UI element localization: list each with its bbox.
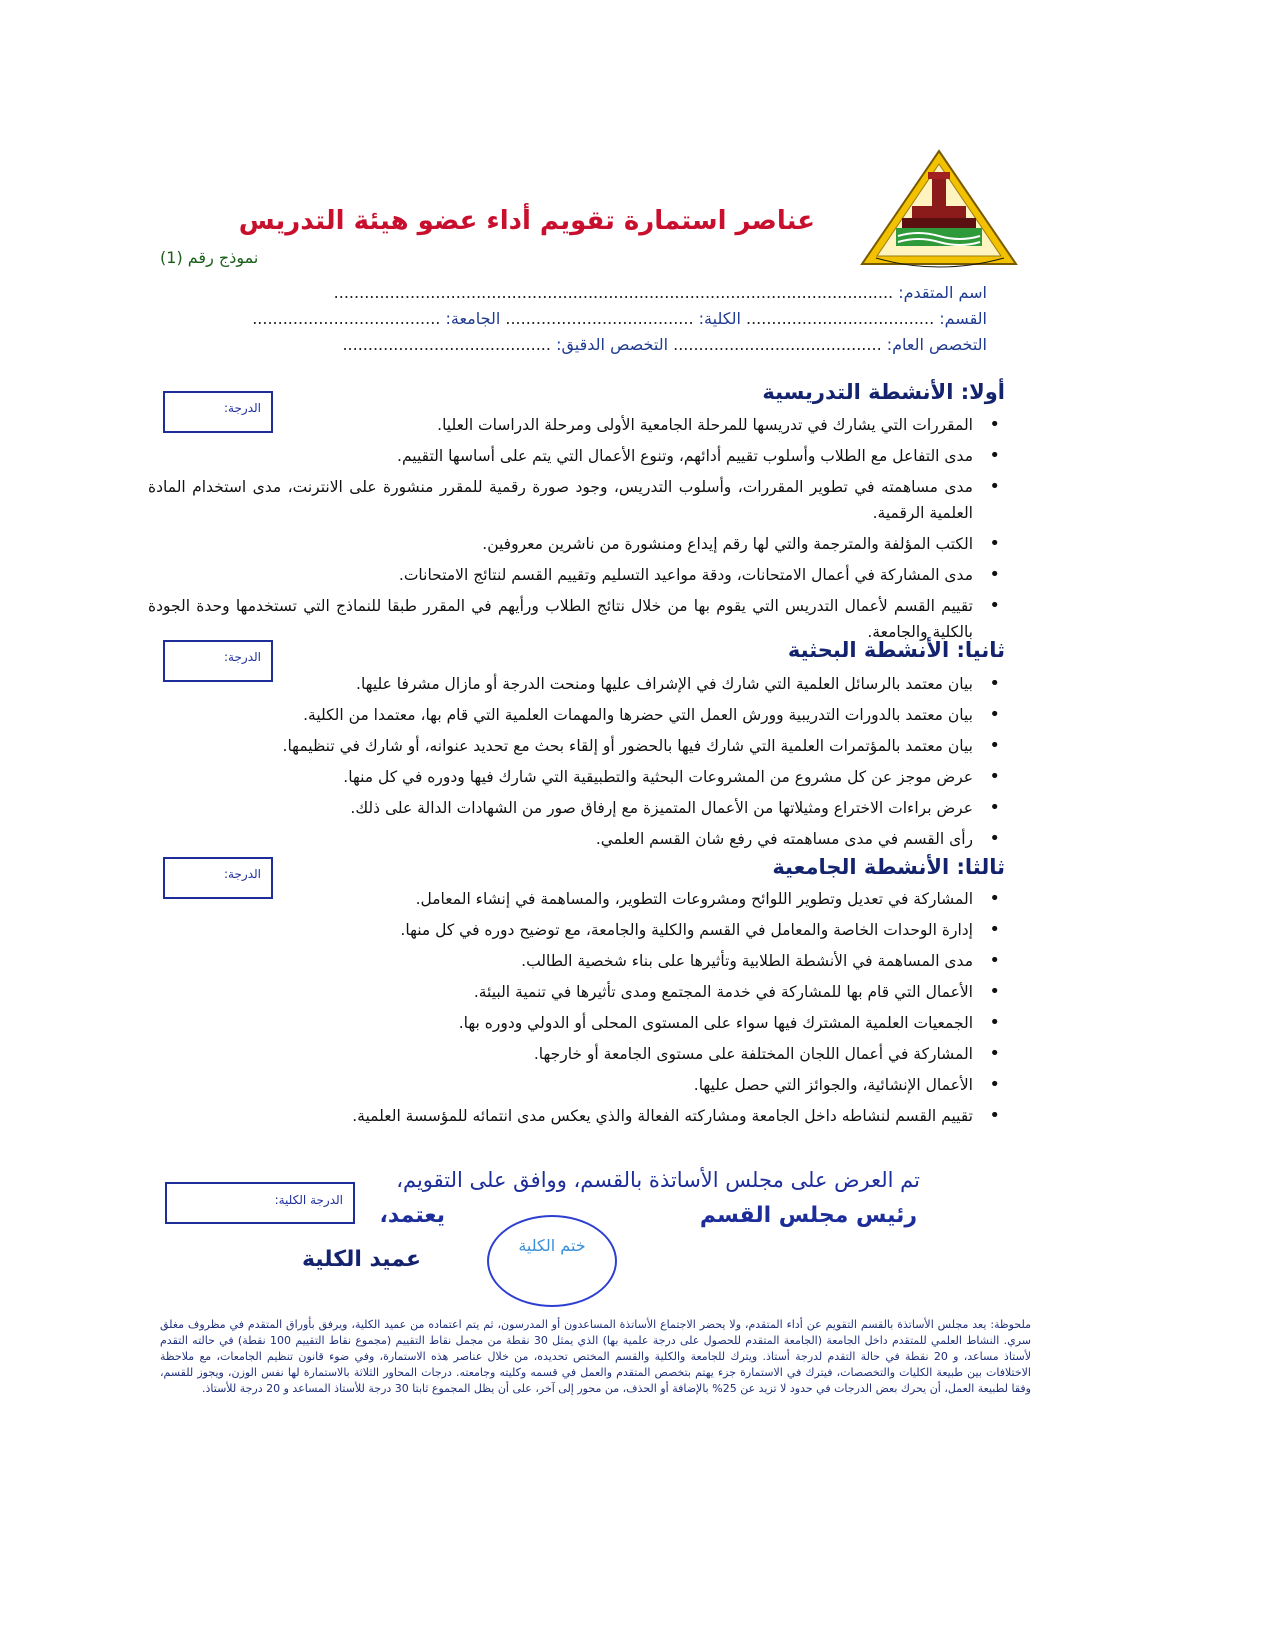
model-number: نموذج رقم (1) xyxy=(160,248,259,267)
list-item: • المشاركة في أعمال اللجان المختلفة على مستوى الجامعة أو خارجها. xyxy=(148,1041,1003,1067)
list-item: • إدارة الوحدات الخاصة والمعامل في القسم والكلية والجامعة، مع توضيح دوره في كل منها. xyxy=(148,917,1003,943)
university-logo xyxy=(858,148,1020,270)
form-title: عناصر استمارة تقويم أداء عضو هيئة التدريس xyxy=(238,206,815,236)
list-item: • المشاركة في تعديل وتطوير اللوائح ومشروعات التطوير، والمساهمة في إنشاء المعامل. xyxy=(148,886,1003,912)
dept-faculty-university-row xyxy=(252,309,987,328)
university-label: الجامعة: xyxy=(445,309,501,328)
university-dots[interactable]: ..................................... xyxy=(252,309,441,328)
teaching-grade-label: الدرجة: xyxy=(224,401,261,415)
list-item: • مدى المشاركة في أعمال الامتحانات، ودقة مواعيد التسليم وتقييم القسم لنتائج الامتحانات. xyxy=(148,562,1003,588)
list-item: • رأى القسم في مدى مساهمته في رفع شان القسم العلمي. xyxy=(148,826,1003,852)
approved-label: يعتمد، xyxy=(379,1203,445,1228)
specialization-row xyxy=(342,335,987,354)
list-item: • مدى المساهمة في الأنشطة الطلابية وتأثيرها على بناء شخصية الطالب. xyxy=(148,948,1003,974)
list-item: • تقييم القسم لأعمال التدريس التي يقوم بها من خلال نتائج الطلاب ورأيهم في المقرر طبقا للنماذج التي تستخدمها وحدة الجودة بالكلية والجامعة. xyxy=(148,593,1003,645)
section-teaching-title: أولا: الأنشطة التدريسية xyxy=(762,380,1005,404)
list-item: • المقررات التي يشارك في تدريسها للمرحلة الجامعية الأولى ومرحلة الدراسات العليا. xyxy=(148,412,1003,438)
list-item: • مدى مساهمته في تطوير المقررات، وأسلوب التدريس، وجود صورة رقمية للمقرر منشورة على الانترنت، مدى استخدام المادة العلمية الرقمية. xyxy=(148,474,1003,526)
list-item: • بيان معتمد بالدورات التدريبية وورش العمل التي حضرها والمهمات العلمية التي قام بها، معتمدا من الكلية. xyxy=(148,702,1003,728)
list-item: • الجمعيات العلمية المشترك فيها سواء على المستوى المحلى أو الدولي ودوره بها. xyxy=(148,1010,1003,1036)
list-item: • عرض براءات الاختراع ومثيلاتها من الأعمال المتميزة مع إرفاق صور من الشهادات الدالة على ذلك. xyxy=(148,795,1003,821)
precise-spec-dots[interactable]: ......................................... xyxy=(342,335,551,354)
general-spec-dots[interactable]: ......................................... xyxy=(673,335,882,354)
list-item: • مدى التفاعل مع الطلاب وأسلوب تقييم أدائهم، وتنوع الأعمال التي يتم على أساسها التقييم. xyxy=(148,443,1003,469)
general-spec-label: التخصص العام: xyxy=(886,335,987,354)
dean-signature: عميد الكلية xyxy=(301,1247,421,1272)
list-item: • عرض موجز عن كل مشروع من المشروعات البحثية والتطبيقية التي شارك فيها ودوره في كل منها. xyxy=(148,764,1003,790)
list-item: • بيان معتمد بالرسائل العلمية التي شارك في الإشراف عليها ومنحت الدرجة أو مازال مشرفا عليها. xyxy=(148,671,1003,697)
faculty-label: الكلية: xyxy=(698,309,741,328)
university-items-list xyxy=(148,886,1003,1134)
applicant-name-label: اسم المتقدم: xyxy=(898,283,987,302)
list-item: • الكتب المؤلفة والمترجمة والتي لها رقم إيداع ومنشورة من ناشرين معروفين. xyxy=(148,531,1003,557)
research-items-list xyxy=(148,671,1003,857)
approval-statement: تم العرض على مجلس الأساتذة بالقسم، ووافق على التقويم، xyxy=(396,1168,920,1192)
total-grade-label: الدرجة الكلية: xyxy=(274,1193,343,1207)
section-research-title: ثانيا: الأنشطة البحثية xyxy=(787,638,1005,662)
section-university-title: ثالثا: الأنشطة الجامعية xyxy=(772,855,1005,879)
total-grade-box[interactable] xyxy=(165,1182,355,1224)
applicant-name-dots: .............................................................................................................. xyxy=(333,283,894,302)
list-item: • الأعمال التي قام بها للمشاركة في خدمة المجتمع ومدى تأثيرها في تنمية البيئة. xyxy=(148,979,1003,1005)
applicant-name-field[interactable] xyxy=(334,283,987,302)
dept-dots[interactable]: ..................................... xyxy=(745,309,935,328)
list-item: • بيان معتمد بالمؤتمرات العلمية التي شارك فيها بالحضور أو إلقاء بحث مع تحديد عنوانه، أو شارك في تنظيمها. xyxy=(148,733,1003,759)
dept-label: القسم: xyxy=(939,309,987,328)
precise-spec-label: التخصص الدقيق: xyxy=(556,335,669,354)
dept-head-signature: رئيس مجلس القسم xyxy=(699,1203,917,1228)
teaching-items-list xyxy=(148,412,1003,650)
university-grade-label: الدرجة: xyxy=(224,867,261,881)
list-item: • الأعمال الإنشائية، والجوائز التي حصل عليها. xyxy=(148,1072,1003,1098)
research-grade-label: الدرجة: xyxy=(224,650,261,664)
stamp-text: ختم الكلية xyxy=(518,1236,586,1255)
footnote: ملحوظة: يعد مجلس الأساتذة بالقسم التقويم عن أداء المتقدم، ولا يحضر الاجتماع الأساتذة المساعدون أو المدرسون، ثم يتم اعتماده من عميد الكلية، ويرفق بأوراق المتقدم في مظروف مغلق سري. النشاط العلمي للمتقدم داخل الجامعة (الجامعة المتقدم للحصول على درجة علمية بها) الذي يمثل 30 نقطة من مجمل نقاط التقييم (مجموع نقاط التقييم 100 نقطة) في حالته التقدم لأستاذ مساعد، و 20 نقطة في حالة التقدم لدرجة أستاذ. ويترك للجامعة والكلية والقسم المختص تحديده، من خلال عناصر هذه الاستمارة، وفي ضوء قانون تنظيم الجامعات، مع ملاحظة الاختلافات بين طبيعة الكليات والتخصصات، فيترك في الاستمارة جزء يهتم بتخصص المتقدم والعمل في قسمه وكليته وجامعته. درجات المحاور الثلاثة بالاستمارة لها نفس الوزن، ويجوز للقسم، وفقا لطبيعة العمل، أن يحرك بعض الدرجات في حدود لا تزيد عن 25% بالإضافة أو الحذف، من محور إلى آخر، على أن يظل المجموع ثابتا 30 درجة للأستاذ المساعد و 20 درجة للأستاذ. xyxy=(160,1318,1031,1395)
faculty-dots[interactable]: ..................................... xyxy=(505,309,694,328)
list-item: • تقييم القسم لنشاطه داخل الجامعة ومشاركته الفعالة والذي يعكس مدى انتمائه للمؤسسة العلمية. xyxy=(148,1103,1003,1129)
faculty-stamp xyxy=(487,1215,617,1307)
